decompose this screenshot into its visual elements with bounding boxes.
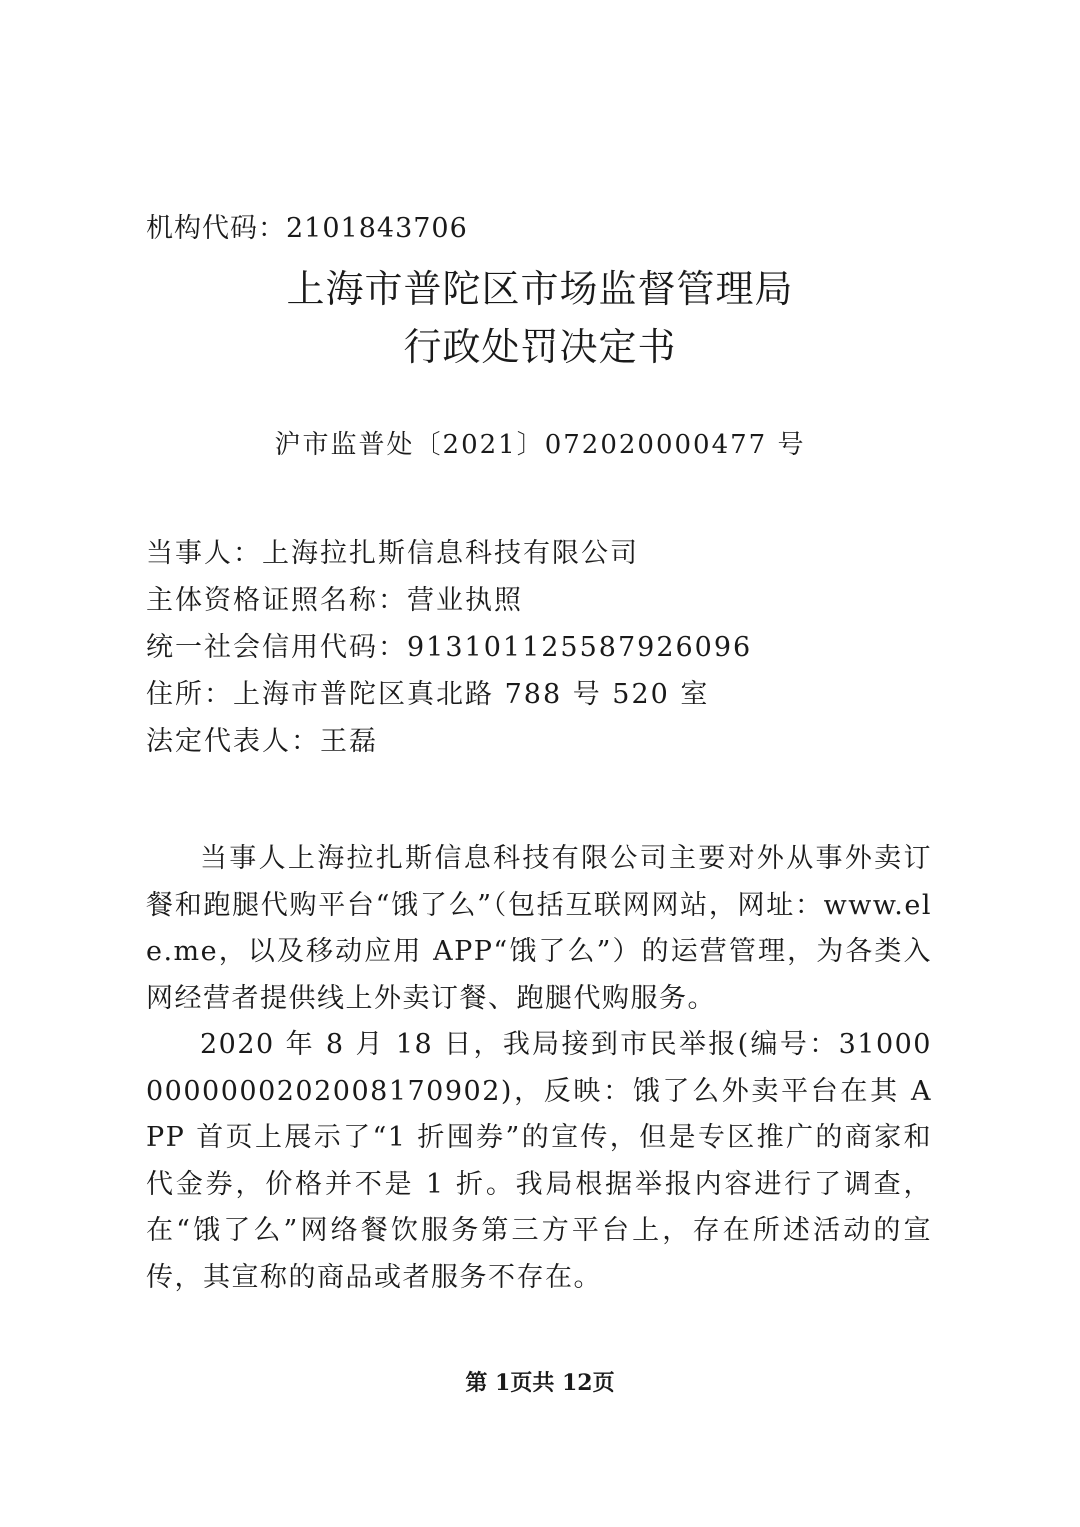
credit-code: 统一社会信用代码：913101125587926096 bbox=[146, 632, 753, 663]
page-number: 第 1页共 12页 bbox=[465, 1370, 615, 1396]
decision-body bbox=[146, 836, 932, 1301]
legal-representative: 法定代表人：王磊 bbox=[146, 726, 378, 757]
issuing-authority-title: 上海市普陀区市场监督管理局 bbox=[286, 267, 794, 311]
document-number: 沪市监普处〔2021〕072020000477 号 bbox=[274, 430, 806, 460]
body-paragraph: 2020 年 8 月 18 日，我局接到市民举报(编号：310000000000202008170902)，反映：饿了么外卖平台在其 APP 首页上展示了“1 折囤券”的宣传，但是专区推广的商家和代金券，价格并不是 1 折。我局根据举报内容进行了调查，在“饿了么”网络餐饮服务第三方平台上，存在所述活动的宣传，其宣称的商品或者服务不存在。 bbox=[146, 1029, 932, 1293]
body-paragraph: 当事人上海拉扎斯信息科技有限公司主要对外从事外卖订餐和跑腿代购平台“饿了么”（包括互联网网站，网址：www.ele.me，以及移动应用 APP“饿了么”）的运营管理，为各类入网经营者提供线上外卖订餐、跑腿代购服务。 bbox=[146, 843, 932, 1014]
party-name: 当事人：上海拉扎斯信息科技有限公司 bbox=[146, 538, 639, 569]
address: 住所：上海市普陀区真北路 788 号 520 室 bbox=[146, 679, 710, 710]
party-info bbox=[146, 530, 946, 765]
license-name: 主体资格证照名称：营业执照 bbox=[146, 585, 523, 616]
org-code: 机构代码：2101843706 bbox=[146, 213, 468, 244]
document-type-title: 行政处罚决定书 bbox=[403, 325, 677, 369]
